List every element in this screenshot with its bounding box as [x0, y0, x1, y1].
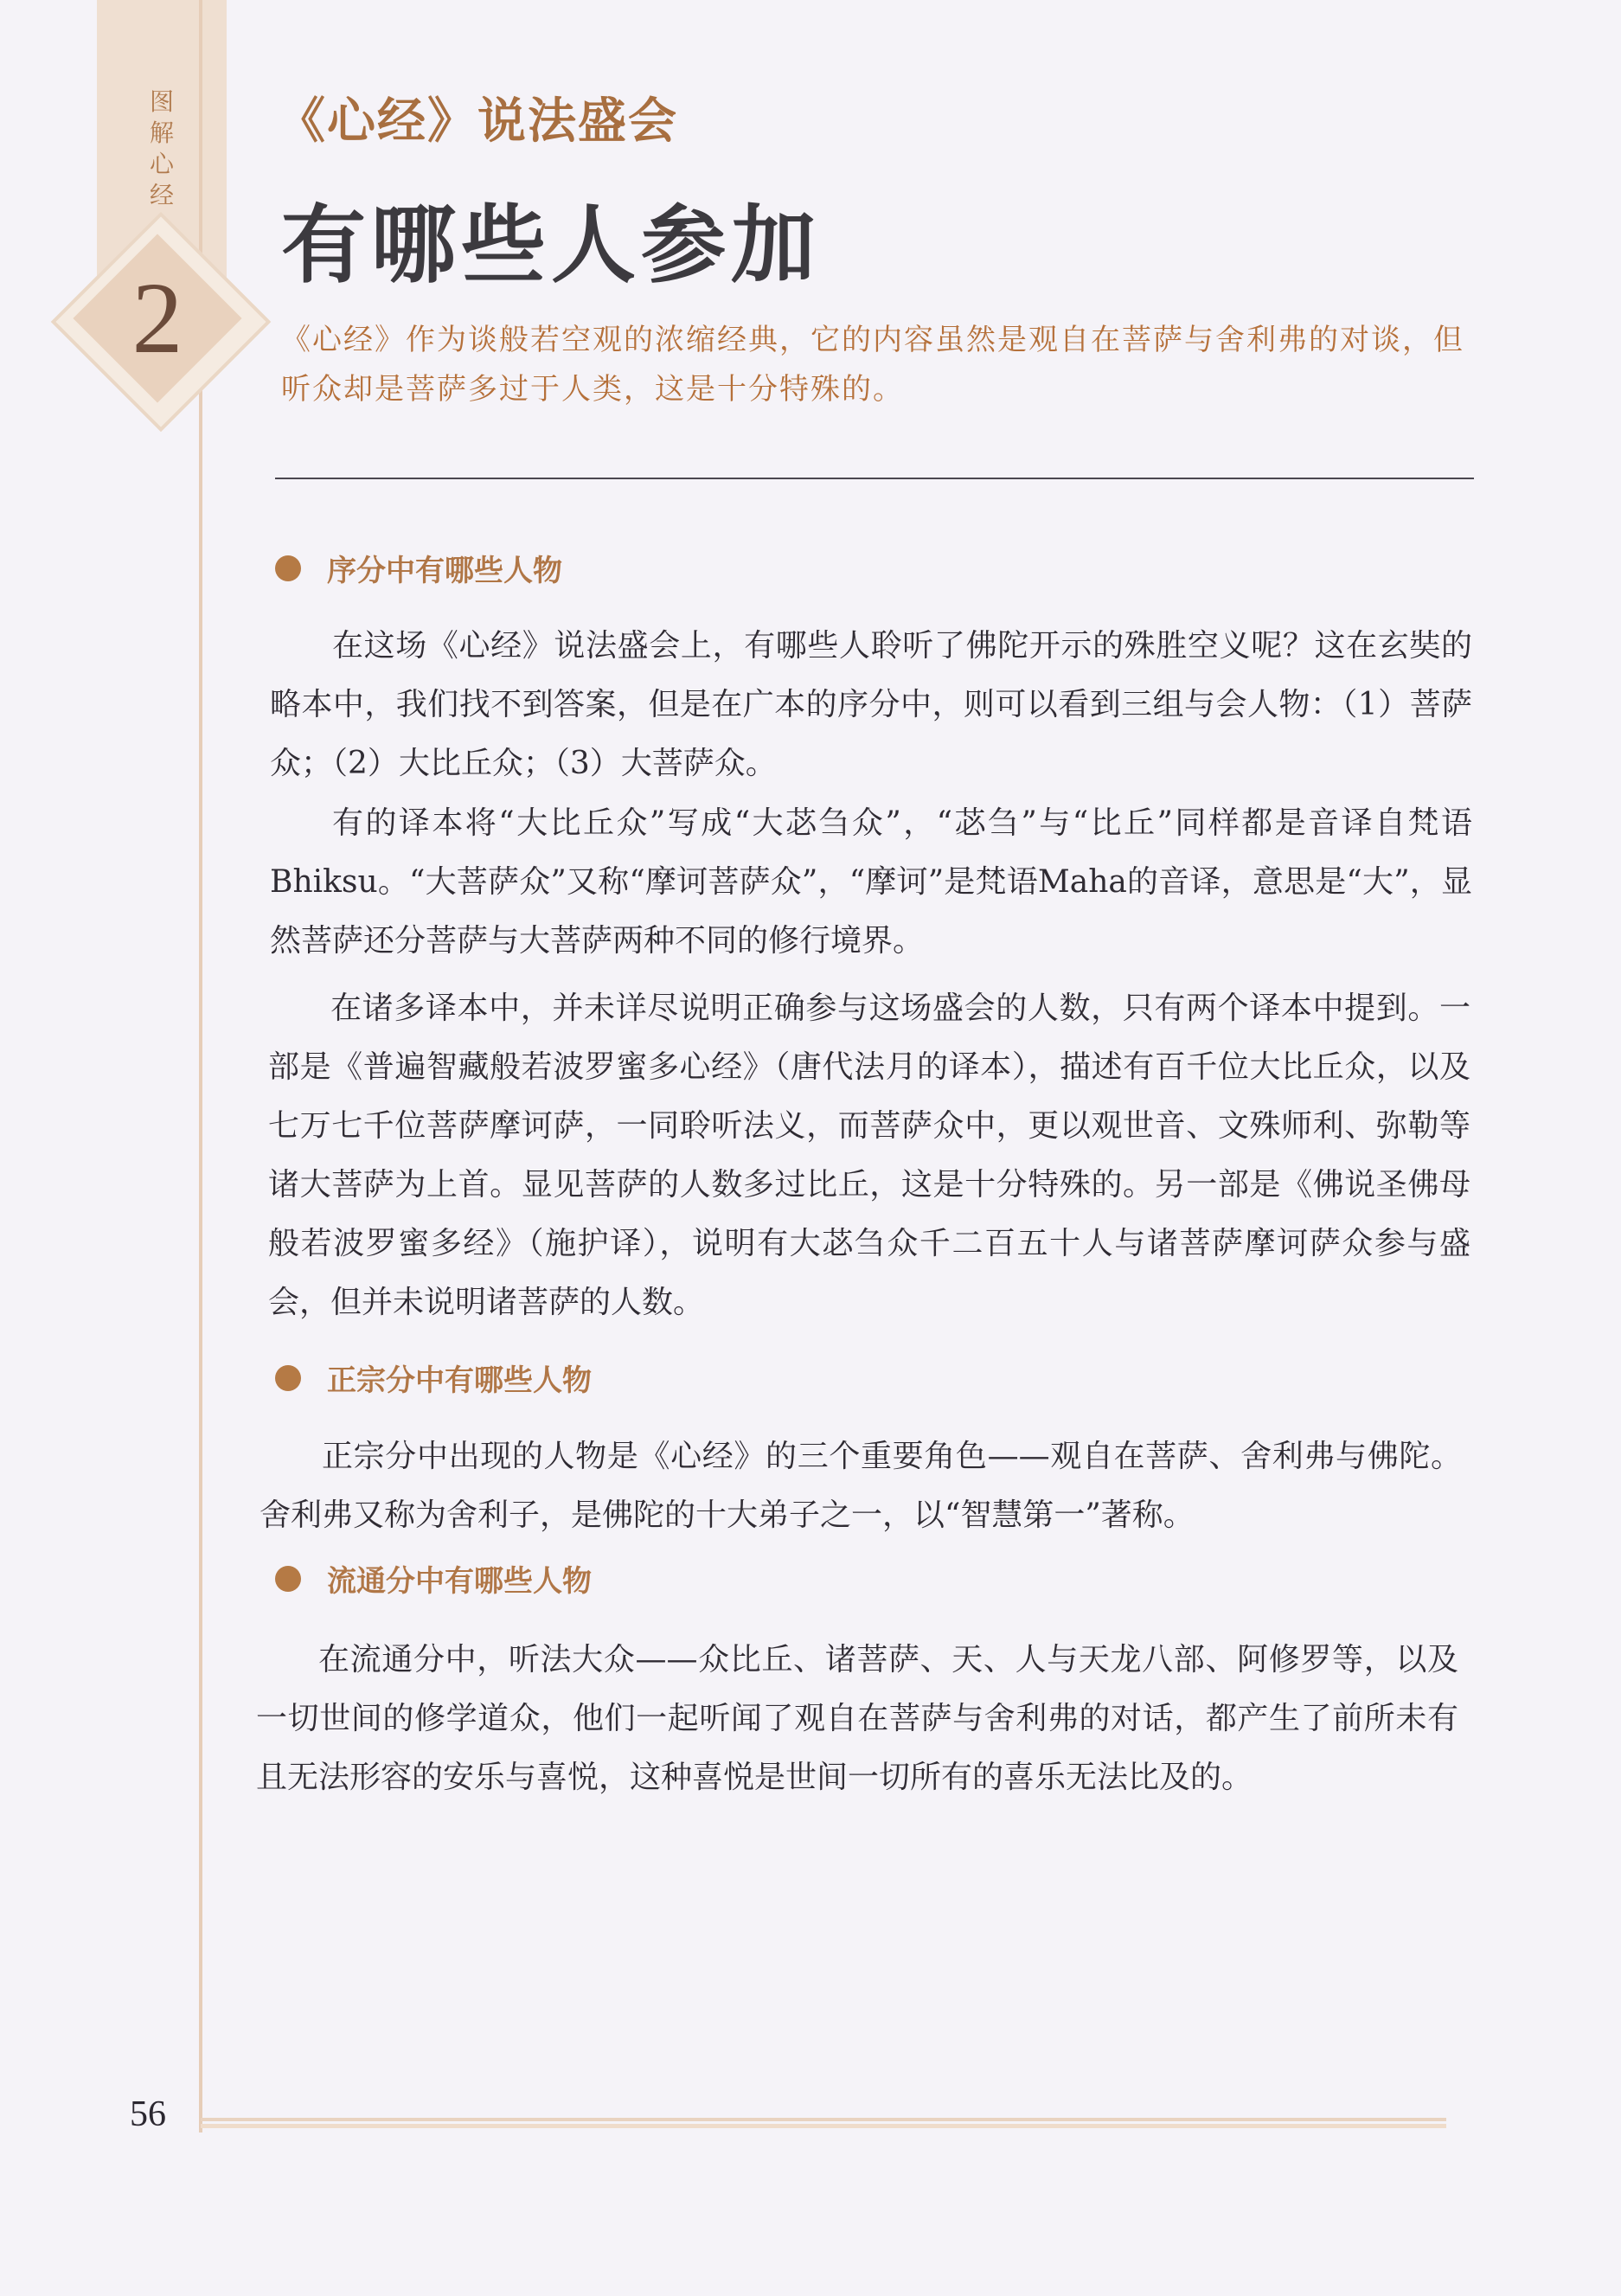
bullet-icon: [275, 1566, 301, 1592]
paragraph: 有的译本将“大比丘众”写成“大苾刍众”，“苾刍”与“比丘”同样都是音译自梵语Bhiksu。“大菩萨众”又称“摩诃菩萨众”，“摩诃”是梵语Maha的音译，意思是“大”，显然菩萨还分菩萨与大菩萨两种不同的修行境界。: [270, 805, 1472, 959]
paragraph: 在诸多译本中，并未详尽说明正确参与这场盛会的人数，只有两个译本中提到。一部是《普遍智藏般若波罗蜜多心经》（唐代法月的译本），描述有百千位大比丘众，以及七万七千位菩萨摩诃萨，一同聆听法义，而菩萨众中，更以观世音、文殊师利、弥勒等诸大菩萨为上首。显见菩萨的人数多过比丘，这是十分特殊的。另一部是《佛说圣佛母般若波罗蜜多经》（施护译），说明有大苾刍众千二百五十人与诸菩萨摩诃萨众参与盛会，但并未说明诸菩萨的人数。: [268, 991, 1470, 1320]
chapter-number: 2: [131, 261, 183, 375]
bullet-icon: [275, 555, 301, 581]
paragraph: 在这场《心经》说法盛会上，有哪些人聆听了佛陀开示的殊胜空义呢？这在玄奘的略本中，我们找不到答案，但是在广本的序分中，则可以看到三组与会人物：（1）菩萨众；（2）大比丘众；（3）大菩萨众。: [270, 628, 1472, 781]
section-heading-text: 序分中有哪些人物: [327, 554, 562, 588]
page-title: 有哪些人参加: [281, 196, 822, 295]
page-number: 56: [130, 2094, 166, 2134]
section-heading-circulation: [275, 1557, 592, 1600]
section-heading-text: 正宗分中有哪些人物: [327, 1363, 592, 1398]
book-series-label: 图解心经: [149, 87, 174, 209]
header-divider: [275, 478, 1474, 479]
paragraph: 正宗分中出现的人物是《心经》的三个重要角色——观自在菩萨、舍利弗与佛陀。舍利弗又称为舍利子，是佛陀的十大弟子之一，以“智慧第一”著称。: [259, 1439, 1462, 1533]
page-subtitle: 《心经》说法盛会: [277, 93, 678, 150]
footer-rule: [201, 2118, 1446, 2128]
bullet-icon: [275, 1365, 301, 1391]
section-heading-text: 流通分中有哪些人物: [327, 1564, 592, 1599]
section-heading-main: [275, 1356, 592, 1399]
section-heading-prologue: [275, 547, 562, 589]
intro-summary: 《心经》作为谈般若空观的浓缩经典，它的内容虽然是观自在菩萨与舍利弗的对谈，但听众却是菩萨多过于人类，这是十分特殊的。: [281, 323, 1464, 407]
paragraph: 在流通分中，听法大众——众比丘、诸菩萨、天、人与天龙八部、阿修罗等，以及一切世间的修学道众，他们一起听闻了观自在菩萨与舍利弗的对话，都产生了前所未有且无法形容的安乐与喜悦，这种喜悦是世间一切所有的喜乐无法比及的。: [256, 1642, 1458, 1795]
